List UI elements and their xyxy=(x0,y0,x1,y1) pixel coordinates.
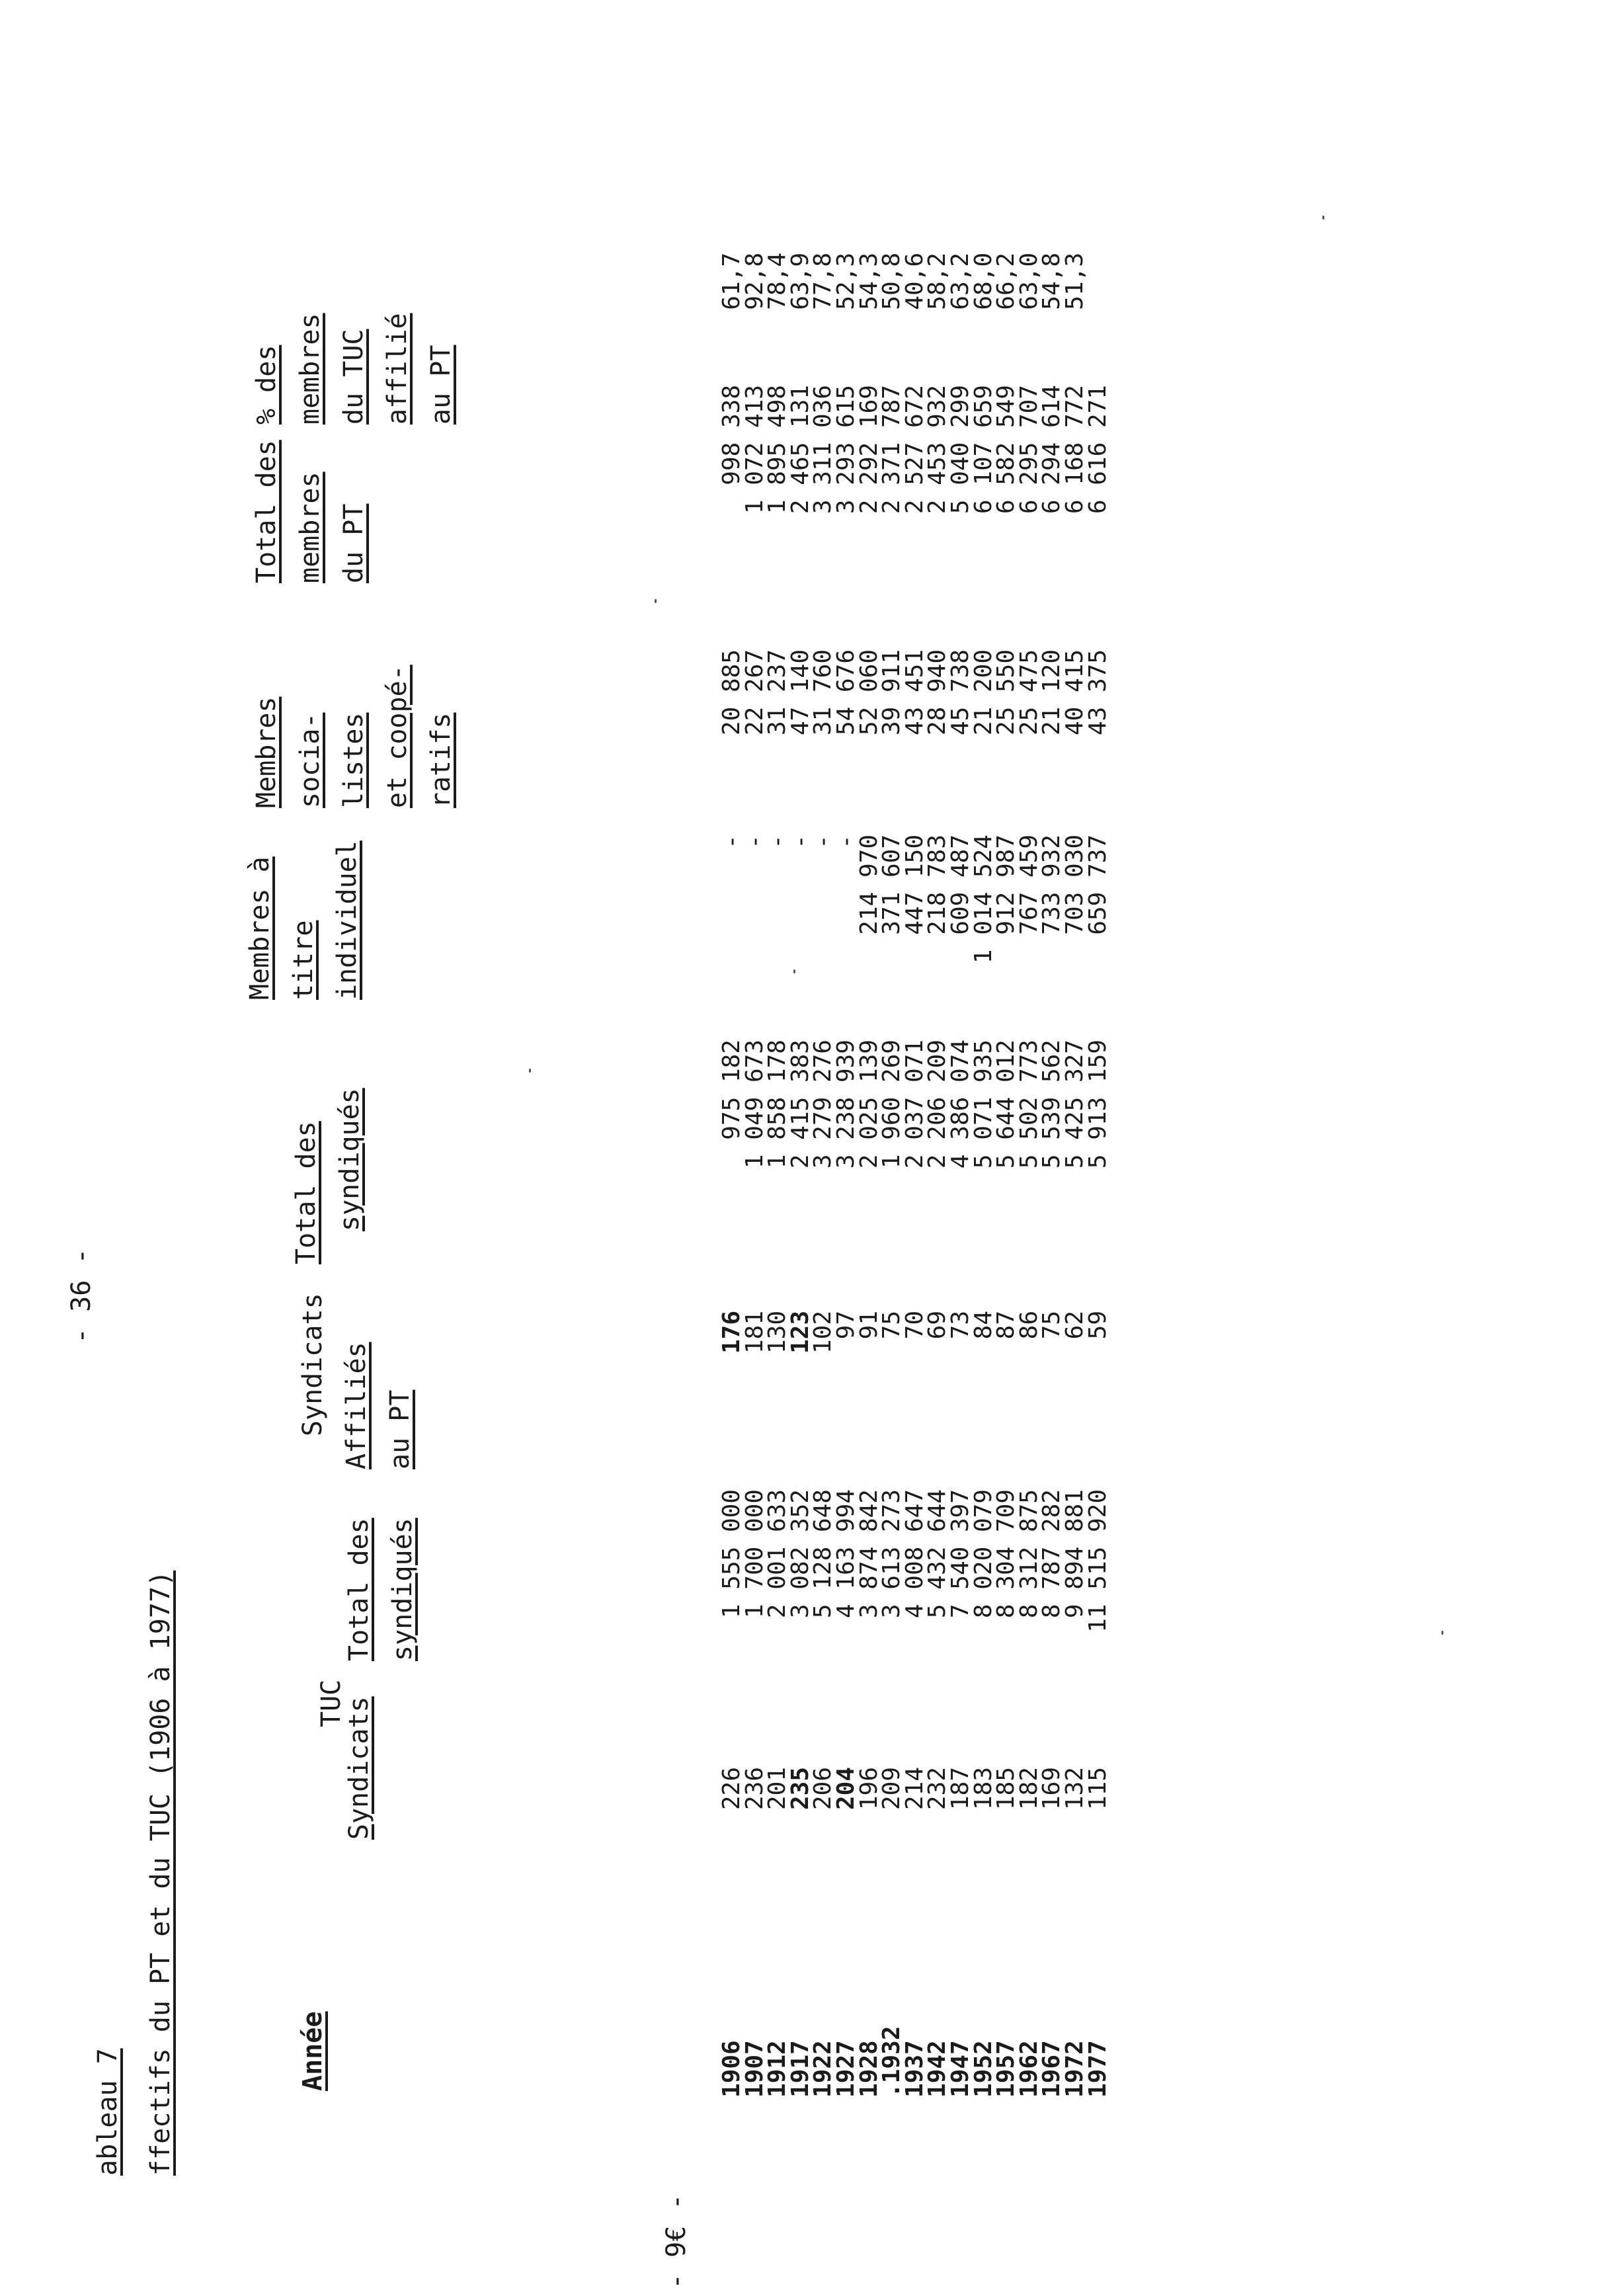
table-cell: 2 465 131 xyxy=(786,385,814,514)
table-cell: 1937 xyxy=(901,2040,928,2098)
table-cell: 912 987 xyxy=(992,835,1020,935)
header-syndicats-affilies: Syndicats Affiliés au PT xyxy=(298,1293,415,1469)
table-cell: 1977 xyxy=(1084,2040,1111,2098)
column-total-membres-pt xyxy=(718,385,1111,583)
table-cell: 3 279 276 xyxy=(809,1040,837,1169)
table-cell: 609 487 xyxy=(946,835,974,935)
table-cell: 767 459 xyxy=(1015,835,1043,935)
column-syndicats-affilies xyxy=(718,1311,1111,1383)
header-total-syndiques: Total des syndiqués xyxy=(291,1088,365,1264)
table-cell: 1 960 269 xyxy=(878,1040,906,1169)
header-tuc-total: Total des syndiqués xyxy=(344,1518,418,1661)
table-cell: 1917 xyxy=(786,2040,814,2098)
column-total-syndiques xyxy=(718,1040,1111,1231)
header-tuc-syndicats: Syndicats xyxy=(344,1696,374,1840)
table-cell: 1952 xyxy=(969,2040,997,2098)
table-cell: 2 371 787 xyxy=(878,385,906,514)
header-membres-socialistes: Membres socia- listes et coopé- ratifs xyxy=(251,665,456,808)
table-cell: 75 xyxy=(878,1311,906,1340)
table-cell: 4 386 074 xyxy=(946,1040,974,1169)
table-cell: 1942 xyxy=(924,2040,951,2098)
table-cell: 6 294 614 xyxy=(1038,385,1066,514)
table-cell: 43 375 xyxy=(1084,649,1111,736)
table-cell: .1932 xyxy=(878,2026,906,2098)
header-pct-tuc-affilie: % des membres du TUC affilié au PT xyxy=(251,313,456,425)
table-cell: 21 200 xyxy=(969,649,997,736)
scan-speck xyxy=(1322,216,1324,220)
table-cell: 8 787 282 xyxy=(1038,1489,1066,1619)
table-cell: 2 001 633 xyxy=(764,1489,791,1619)
table-cell: 1 072 413 xyxy=(741,385,768,514)
table-cell: 998 338 xyxy=(718,385,745,485)
table-cell: 659 737 xyxy=(1084,835,1111,935)
table-cell: 75 xyxy=(1038,1311,1066,1340)
table-cell: 6 582 549 xyxy=(992,385,1020,514)
table-cell: 235 xyxy=(786,1767,814,1811)
table-cell: 9 894 881 xyxy=(1061,1489,1088,1619)
table-cell: 31 237 xyxy=(764,649,791,736)
table-cell: 1 700 000 xyxy=(741,1489,768,1619)
table-cell: 4 163 994 xyxy=(832,1489,860,1619)
table-cell: 47 140 xyxy=(786,649,814,736)
table-cell: 3 874 842 xyxy=(855,1489,883,1619)
scan-speck xyxy=(793,969,795,973)
table-cell: 2 527 672 xyxy=(901,385,928,514)
table-cell: 5 425 327 xyxy=(1061,1040,1088,1169)
table-cell: 371 607 xyxy=(878,835,906,935)
table-cell: 58,2 xyxy=(924,253,951,310)
page-number: - 36 - xyxy=(66,1248,97,1344)
table-cell: 62 xyxy=(1061,1311,1088,1340)
table-cell: 187 xyxy=(946,1767,974,1811)
table-cell: 1 895 498 xyxy=(764,385,791,514)
table-cell: 63,2 xyxy=(946,253,974,310)
table-cell: 1 858 178 xyxy=(764,1040,791,1169)
scan-speck xyxy=(529,1069,531,1073)
table-cell: 2 037 071 xyxy=(901,1040,928,1169)
table-cell: 204 xyxy=(832,1767,860,1811)
table-cell: 40,6 xyxy=(901,253,928,310)
table-cell: 5 913 159 xyxy=(1084,1040,1111,1169)
scan-speck xyxy=(1441,1631,1443,1635)
table-cell: 214 970 xyxy=(855,835,883,935)
table-cell: 183 xyxy=(969,1767,997,1811)
table-cell: 21 120 xyxy=(1038,649,1066,736)
table-cell: 39 911 xyxy=(878,649,906,736)
table-cell: 1962 xyxy=(1015,2040,1043,2098)
table-cell: 1 049 673 xyxy=(741,1040,768,1169)
table-cell: 1927 xyxy=(832,2040,860,2098)
table-cell: 59 xyxy=(1084,1311,1111,1340)
table-cell: 1 014 524 xyxy=(969,835,997,964)
table-cell: 52,3 xyxy=(832,253,860,310)
table-cell: 218 783 xyxy=(924,835,951,935)
table-cell: 5 644 012 xyxy=(992,1040,1020,1169)
table-cell: 733 932 xyxy=(1038,835,1066,935)
table-cell: 8 312 875 xyxy=(1015,1489,1043,1619)
table-cell: - xyxy=(809,835,837,849)
table-cell: 201 xyxy=(764,1767,791,1811)
table-cell: 78,4 xyxy=(764,253,791,310)
table-cell: 69 xyxy=(924,1311,951,1340)
table-cell: 115 xyxy=(1084,1767,1111,1811)
table-cell: 97 xyxy=(832,1311,860,1340)
table-cell: 196 xyxy=(855,1767,883,1811)
table-cell: 63,9 xyxy=(786,253,814,310)
table-cell: 123 xyxy=(786,1311,814,1354)
table-cell: 87 xyxy=(992,1311,1020,1340)
table-cell: 2 415 383 xyxy=(786,1040,814,1169)
table-cell: 51,3 xyxy=(1061,253,1088,310)
table-cell: 130 xyxy=(764,1311,791,1354)
table-cell: 1912 xyxy=(764,2040,791,2098)
table-cell: 5 040 299 xyxy=(946,385,974,514)
table-cell: 1922 xyxy=(809,2040,837,2098)
table-cell: 25 475 xyxy=(1015,649,1043,736)
table-cell: 4 008 647 xyxy=(901,1489,928,1619)
table-title: ffectifs du PT et du TUC (1906 à 1977) xyxy=(145,1570,176,2176)
table-cell: 214 xyxy=(901,1767,928,1811)
table-cell: 206 xyxy=(809,1767,837,1811)
table-cell: - xyxy=(741,835,768,849)
table-cell: 1906 xyxy=(718,2040,745,2098)
table-cell: 232 xyxy=(924,1767,951,1811)
table-cell: 6 616 271 xyxy=(1084,385,1111,514)
table-cell: 68,0 xyxy=(969,253,997,310)
table-cell: 2 025 139 xyxy=(855,1040,883,1169)
table-cell: 5 539 562 xyxy=(1038,1040,1066,1169)
table-cell: 8 020 079 xyxy=(969,1489,997,1619)
table-cell: 3 293 615 xyxy=(832,385,860,514)
table-cell: 77,8 xyxy=(809,253,837,310)
table-cell: 2 206 209 xyxy=(924,1040,951,1169)
table-cell: 54,3 xyxy=(855,253,883,310)
table-cell: 52 060 xyxy=(855,649,883,736)
table-cell: 5 128 648 xyxy=(809,1489,837,1619)
table-cell: 73 xyxy=(946,1311,974,1340)
table-cell: 7 540 397 xyxy=(946,1489,974,1619)
table-cell: 6 107 659 xyxy=(969,385,997,514)
table-cell: 226 xyxy=(718,1767,745,1811)
table-cell: 236 xyxy=(741,1767,768,1811)
table-cell: 92,8 xyxy=(741,253,768,310)
table-cell: 169 xyxy=(1038,1767,1066,1811)
table-cell: 1957 xyxy=(992,2040,1020,2098)
table-cell: 447 150 xyxy=(901,835,928,935)
table-cell: 975 182 xyxy=(718,1040,745,1140)
header-membres-individuels: Membres à titre individuel xyxy=(245,840,362,1000)
table-label: ableau 7 xyxy=(93,2048,123,2176)
column-tuc-total xyxy=(718,1489,1111,1688)
table-cell: 20 885 xyxy=(718,649,745,736)
table-cell: 6 295 707 xyxy=(1015,385,1043,514)
table-cell: 703 030 xyxy=(1061,835,1088,935)
table-cell: 84 xyxy=(969,1311,997,1340)
table-cell: 2 453 932 xyxy=(924,385,951,514)
table-cell: 5 071 935 xyxy=(969,1040,997,1169)
table-cell: 86 xyxy=(1015,1311,1043,1340)
table-cell: 45 738 xyxy=(946,649,974,736)
header-annee: Année xyxy=(298,2011,328,2091)
column-annee xyxy=(718,2012,1111,2098)
table-cell: 5 502 773 xyxy=(1015,1040,1043,1169)
table-cell: 2 292 169 xyxy=(855,385,883,514)
table-cell: 1 555 000 xyxy=(718,1489,745,1619)
table-cell: 6 168 772 xyxy=(1061,385,1088,514)
table-cell: - xyxy=(786,835,814,849)
table-cell: 5 432 644 xyxy=(924,1489,951,1619)
table-cell: 176 xyxy=(718,1311,745,1354)
table-cell: 102 xyxy=(809,1311,837,1354)
table-cell: 54 676 xyxy=(832,649,860,736)
table-cell: 22 267 xyxy=(741,649,768,736)
table-cell: 8 304 709 xyxy=(992,1489,1020,1619)
table-cell: 1907 xyxy=(741,2040,768,2098)
column-tuc-syndicats xyxy=(718,1767,1111,1840)
table-cell: - xyxy=(718,835,745,849)
table-cell: 182 xyxy=(1015,1767,1043,1811)
table-cell: 91 xyxy=(855,1311,883,1340)
column-membres-individuels xyxy=(718,835,1111,1000)
table-cell: - xyxy=(832,835,860,849)
header-tuc-group: TUC xyxy=(316,1679,346,1727)
header-total-membres-pt: Total des membres du PT xyxy=(251,440,369,583)
table-cell: 185 xyxy=(992,1767,1020,1811)
table-cell: 40 415 xyxy=(1061,649,1088,736)
column-membres-socialistes xyxy=(718,649,1111,782)
column-pct-tuc-affilie xyxy=(718,253,1109,339)
scan-speck xyxy=(655,599,657,603)
table-cell: 3 311 036 xyxy=(809,385,837,514)
table-cell: 209 xyxy=(878,1767,906,1811)
table-cell: 1967 xyxy=(1038,2040,1066,2098)
table-cell: 1947 xyxy=(946,2040,974,2098)
table-cell: 61,7 xyxy=(718,253,745,310)
table-cell: 25 550 xyxy=(992,649,1020,736)
table-cell: 3 238 939 xyxy=(832,1040,860,1169)
table-cell xyxy=(1087,253,1110,339)
table-cell: 132 xyxy=(1061,1767,1088,1811)
table-cell: 181 xyxy=(741,1311,768,1354)
table-cell: 11 515 920 xyxy=(1084,1489,1111,1633)
table-cell: 3 613 273 xyxy=(878,1489,906,1619)
table-cell: 70 xyxy=(901,1311,928,1340)
table-cell: 1972 xyxy=(1061,2040,1088,2098)
table-cell: - xyxy=(764,835,791,849)
table-cell: 28 940 xyxy=(924,649,951,736)
side-mark: - 9€ - xyxy=(661,2194,692,2289)
table-cell: 1928 xyxy=(855,2040,883,2098)
table-cell: 66,2 xyxy=(992,253,1020,310)
table-cell: 31 760 xyxy=(809,649,837,736)
table-cell: 3 082 352 xyxy=(786,1489,814,1619)
table-cell: 50,8 xyxy=(878,253,906,310)
table-cell: 63,0 xyxy=(1015,253,1043,310)
table-cell: 54,8 xyxy=(1038,253,1066,310)
table-cell: 43 451 xyxy=(901,649,928,736)
